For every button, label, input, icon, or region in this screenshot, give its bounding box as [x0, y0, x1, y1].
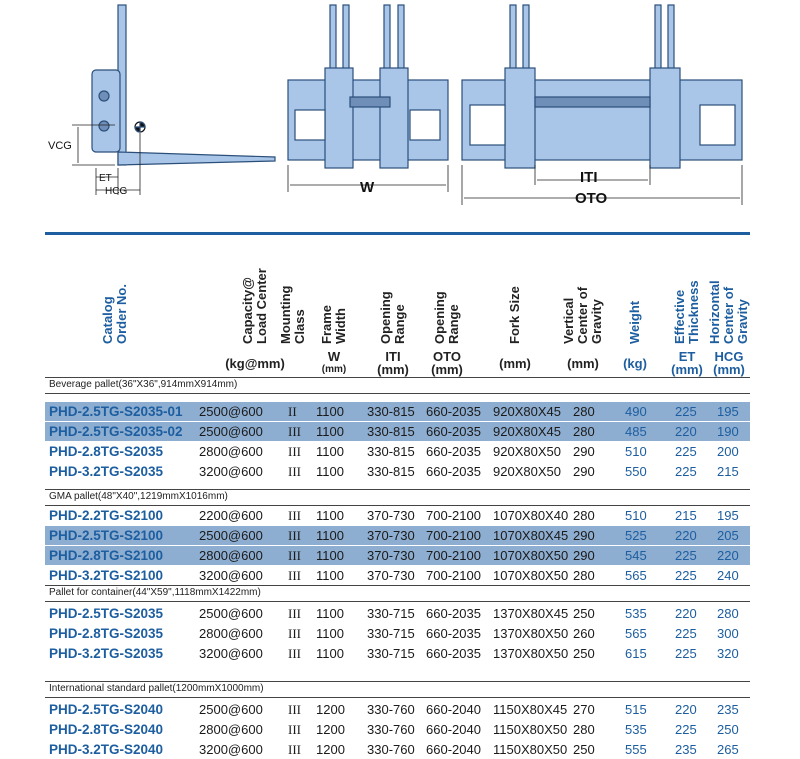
- et-label: ET: [99, 173, 112, 184]
- cell-weight: 545: [625, 548, 647, 563]
- cell-oto: 700-2100: [426, 528, 481, 543]
- cell-model: PHD-2.5TG-S2035-02: [49, 424, 183, 439]
- cell-vcg: 290: [573, 464, 595, 479]
- cell-iti: 370-730: [367, 508, 415, 523]
- cell-model: PHD-2.8TG-S2100: [49, 548, 164, 563]
- unit-opening2-main: OTO: [433, 349, 461, 364]
- header-fork-label: Fork Size: [507, 286, 522, 344]
- header-hcg: [707, 244, 750, 344]
- section-title: GMA pallet(48"X40",1219mmX1016mm): [49, 491, 228, 502]
- header-frame: [319, 244, 348, 344]
- cell-hcg: 235: [717, 702, 739, 717]
- cell-fork: 1150X80X50: [493, 742, 568, 757]
- cell-weight: 550: [625, 464, 647, 479]
- cell-iti: 330-715: [367, 646, 415, 661]
- cell-iti: 330-815: [367, 424, 415, 439]
- cell-vcg: 260: [573, 626, 595, 641]
- header-fork: [507, 244, 522, 344]
- cell-iti: 330-815: [367, 404, 415, 419]
- cell-model: PHD-2.8TG-S2040: [49, 722, 164, 737]
- cell-class: III: [288, 568, 301, 583]
- section-rule: [45, 585, 750, 586]
- section-rule: [45, 681, 750, 682]
- table-row: [45, 526, 750, 545]
- cell-oto: 660-2035: [426, 606, 481, 621]
- cell-fork: 1070X80X45: [493, 528, 569, 543]
- cell-iti: 330-760: [367, 702, 415, 717]
- vcg-label: VCG: [48, 140, 72, 152]
- cell-iti: 330-760: [367, 722, 415, 737]
- cell-model: PHD-2.8TG-S2035: [49, 444, 164, 459]
- table-row: [45, 720, 750, 739]
- cell-frame: 1200: [316, 722, 345, 737]
- cell-hcg: 265: [717, 742, 739, 757]
- cell-capacity: 2800@600: [199, 722, 263, 737]
- cell-iti: 370-730: [367, 568, 415, 583]
- cell-capacity: 2500@600: [199, 404, 263, 419]
- cell-fork: 1070X80X50: [493, 548, 569, 563]
- table-row: [45, 624, 750, 643]
- unit-frame-sub: (mm): [321, 364, 347, 375]
- cell-capacity: 3200@600: [199, 742, 263, 757]
- table-row: [45, 700, 750, 719]
- cell-frame: 1100: [316, 646, 344, 661]
- section-rule: [45, 601, 750, 602]
- cell-vcg: 250: [573, 646, 595, 661]
- cell-frame: 1100: [316, 548, 344, 563]
- cell-iti: 330-760: [367, 742, 415, 757]
- header-opening2: [432, 244, 461, 344]
- unit-vcg-main: (mm): [567, 356, 599, 371]
- cell-class: III: [288, 646, 301, 661]
- header-class-label: Mounting Class: [278, 285, 307, 344]
- cell-capacity: 2500@600: [199, 606, 263, 621]
- cell-weight: 565: [625, 568, 647, 583]
- header-opening: [378, 244, 407, 344]
- table-row: [45, 546, 750, 565]
- attachment-diagram: [0, 0, 800, 230]
- cell-oto: 660-2035: [426, 424, 481, 439]
- cell-oto: 660-2035: [426, 646, 481, 661]
- cell-et: 220: [675, 528, 697, 543]
- header-hcg-label: Horizontal Center of Gravity: [707, 280, 750, 344]
- cell-capacity: 2800@600: [199, 444, 263, 459]
- cell-iti: 330-815: [367, 444, 415, 459]
- cell-model: PHD-3.2TG-S2100: [49, 568, 164, 583]
- front-view-open-drawing: [462, 5, 742, 168]
- cell-et: 220: [675, 424, 697, 439]
- cell-frame: 1200: [316, 702, 345, 717]
- header-vcg-label: Vertical Center of Gravity: [561, 286, 604, 344]
- cell-hcg: 240: [717, 568, 739, 583]
- cell-fork: 920X80X50: [493, 444, 561, 459]
- cell-frame: 1100: [316, 626, 344, 641]
- cell-frame: 1100: [316, 404, 344, 419]
- cell-capacity: 2800@600: [199, 548, 263, 563]
- cell-fork: 1070X80X50: [493, 568, 569, 583]
- unit-et-main: ET: [678, 349, 696, 364]
- cell-weight: 565: [625, 626, 647, 641]
- unit-hcg: [694, 350, 764, 376]
- header-opening-label: Opening Range: [378, 291, 407, 344]
- cell-weight: 510: [625, 444, 647, 459]
- cell-fork: 920X80X45: [493, 424, 561, 439]
- section-title: Pallet for container(44"X59",1118mmX1422mm): [49, 587, 261, 598]
- cell-oto: 660-2035: [426, 464, 481, 479]
- cell-weight: 525: [625, 528, 647, 543]
- cell-oto: 660-2035: [426, 626, 481, 641]
- cell-iti: 370-730: [367, 528, 415, 543]
- cell-class: III: [288, 626, 301, 641]
- cell-capacity: 2500@600: [199, 702, 263, 717]
- cell-weight: 535: [625, 606, 647, 621]
- header-frame-label: Frame Width: [319, 304, 348, 344]
- side-view-drawing: [92, 5, 275, 165]
- unit-hcg-sub: (mm): [713, 362, 745, 377]
- cell-et: 225: [675, 626, 697, 641]
- section-rule: [45, 697, 750, 698]
- cell-iti: 330-815: [367, 464, 415, 479]
- cell-weight: 510: [625, 508, 647, 523]
- cell-capacity: 3200@600: [199, 464, 263, 479]
- front-view-closed-drawing: [288, 5, 448, 168]
- cell-iti: 370-730: [367, 548, 415, 563]
- cell-weight: 615: [625, 646, 647, 661]
- section-rule: [45, 377, 750, 378]
- table-row: [45, 442, 750, 461]
- cell-oto: 660-2040: [426, 722, 481, 737]
- header-vcg: [561, 244, 604, 344]
- cell-et: 215: [675, 508, 697, 523]
- cell-model: PHD-2.5TG-S2040: [49, 702, 164, 717]
- cell-class: III: [288, 548, 301, 563]
- cell-et: 220: [675, 606, 697, 621]
- unit-et-sub: (mm): [671, 362, 703, 377]
- cell-frame: 1100: [316, 568, 344, 583]
- cell-vcg: 280: [573, 568, 595, 583]
- unit-opening2: [412, 350, 482, 376]
- cell-fork: 1370X80X50: [493, 646, 569, 661]
- table-row: [45, 402, 750, 421]
- section-title: International standard pallet(1200mmX1000mm): [49, 683, 264, 694]
- header-capacity-label: Capacity@ Load Center: [240, 268, 269, 344]
- table-row: [45, 462, 750, 481]
- cell-fork: 1070X80X40: [493, 508, 569, 523]
- cell-et: 225: [675, 568, 697, 583]
- cell-iti: 330-715: [367, 626, 415, 641]
- cell-et: 225: [675, 444, 697, 459]
- cell-hcg: 280: [717, 606, 739, 621]
- unit-opening2-sub: (mm): [431, 362, 463, 377]
- unit-weight-main: (kg): [623, 356, 647, 371]
- cell-vcg: 270: [573, 702, 595, 717]
- cell-oto: 660-2040: [426, 702, 481, 717]
- table-top-rule: [45, 232, 750, 235]
- cell-capacity: 2200@600: [199, 508, 263, 523]
- cell-class: III: [288, 508, 301, 523]
- unit-fork: [480, 357, 550, 370]
- cell-class: III: [288, 528, 301, 543]
- cell-model: PHD-3.2TG-S2040: [49, 742, 164, 757]
- cell-fork: 1370X80X45: [493, 606, 569, 621]
- cell-et: 225: [675, 464, 697, 479]
- cell-weight: 490: [625, 404, 647, 419]
- cell-oto: 660-2035: [426, 404, 481, 419]
- header-catalog: [100, 244, 129, 344]
- cell-capacity: 3200@600: [199, 646, 263, 661]
- cell-capacity: 2800@600: [199, 626, 263, 641]
- cell-fork: 1150X80X45: [493, 702, 568, 717]
- cell-capacity: 3200@600: [199, 568, 263, 583]
- hcg-label: HCG: [105, 186, 128, 197]
- cell-model: PHD-2.5TG-S2100: [49, 528, 164, 543]
- cell-weight: 485: [625, 424, 647, 439]
- cell-model: PHD-2.8TG-S2035: [49, 626, 164, 641]
- header-weight-label: Weight: [627, 300, 642, 344]
- unit-capacity-main: (kg@mm): [225, 356, 285, 371]
- table-row: [45, 506, 750, 525]
- cell-hcg: 320: [717, 646, 739, 661]
- cell-oto: 700-2100: [426, 508, 481, 523]
- cell-fork: 920X80X50: [493, 464, 561, 479]
- cell-class: III: [288, 444, 301, 459]
- cell-frame: 1100: [316, 508, 344, 523]
- section-title: Beverage pallet(36"X36",914mmX914mm): [49, 379, 238, 390]
- unit-hcg-main: HCG: [714, 349, 744, 364]
- cell-hcg: 215: [717, 464, 739, 479]
- cell-class: III: [288, 424, 301, 439]
- cell-vcg: 290: [573, 444, 595, 459]
- cell-class: II: [288, 404, 297, 419]
- cell-vcg: 280: [573, 424, 595, 439]
- cell-et: 225: [675, 548, 697, 563]
- cell-class: III: [288, 722, 301, 737]
- cell-capacity: 2500@600: [199, 528, 263, 543]
- header-et: [672, 244, 701, 344]
- cell-hcg: 190: [717, 424, 739, 439]
- cell-hcg: 195: [717, 404, 739, 419]
- cell-hcg: 195: [717, 508, 739, 523]
- table-row: [45, 566, 750, 585]
- cell-hcg: 205: [717, 528, 739, 543]
- table-row: [45, 604, 750, 623]
- cell-frame: 1100: [316, 464, 344, 479]
- cell-model: PHD-2.5TG-S2035: [49, 606, 164, 621]
- cell-oto: 660-2040: [426, 742, 481, 757]
- cell-frame: 1100: [316, 424, 344, 439]
- cell-class: III: [288, 464, 301, 479]
- cell-model: PHD-2.5TG-S2035-01: [49, 404, 183, 419]
- cell-class: III: [288, 702, 301, 717]
- unit-capacity: [220, 357, 290, 370]
- iti-label: ITI: [580, 169, 598, 186]
- unit-fork-main: (mm): [499, 356, 531, 371]
- cell-oto: 700-2100: [426, 568, 481, 583]
- cell-et: 235: [675, 742, 697, 757]
- cell-weight: 555: [625, 742, 647, 757]
- table-row: [45, 644, 750, 663]
- cell-hcg: 250: [717, 722, 739, 737]
- cell-model: PHD-2.2TG-S2100: [49, 508, 164, 523]
- cell-frame: 1200: [316, 742, 345, 757]
- cell-vcg: 280: [573, 508, 595, 523]
- header-weight: [627, 244, 642, 344]
- cell-model: PHD-3.2TG-S2035: [49, 464, 164, 479]
- cell-class: III: [288, 742, 301, 757]
- cell-vcg: 280: [573, 404, 595, 419]
- unit-frame-main: W: [327, 349, 341, 364]
- header-class: [278, 244, 307, 344]
- cell-weight: 515: [625, 702, 647, 717]
- table-row: [45, 422, 750, 441]
- cell-model: PHD-3.2TG-S2035: [49, 646, 164, 661]
- cell-iti: 330-715: [367, 606, 415, 621]
- header-opening2-label: Opening Range: [432, 291, 461, 344]
- section-rule: [45, 489, 750, 490]
- cell-vcg: 280: [573, 722, 595, 737]
- w-label: W: [360, 179, 375, 196]
- header-capacity: [240, 244, 269, 344]
- cell-et: 225: [675, 404, 697, 419]
- cell-oto: 700-2100: [426, 548, 481, 563]
- unit-opening-main: ITI: [385, 349, 401, 364]
- cell-frame: 1100: [316, 444, 344, 459]
- cell-class: III: [288, 606, 301, 621]
- cell-et: 225: [675, 722, 697, 737]
- cell-hcg: 200: [717, 444, 739, 459]
- oto-label: OTO: [575, 190, 608, 207]
- cell-hcg: 300: [717, 626, 739, 641]
- cell-weight: 535: [625, 722, 647, 737]
- section-rule: [45, 393, 750, 394]
- header-et-label: Effective Thickness: [672, 280, 701, 344]
- cell-fork: 1370X80X50: [493, 626, 569, 641]
- cell-oto: 660-2035: [426, 444, 481, 459]
- cell-vcg: 290: [573, 528, 595, 543]
- cell-et: 225: [675, 646, 697, 661]
- cell-vcg: 250: [573, 606, 595, 621]
- cell-capacity: 2500@600: [199, 424, 263, 439]
- cell-frame: 1100: [316, 528, 344, 543]
- cell-fork: 920X80X45: [493, 404, 561, 419]
- cell-hcg: 220: [717, 548, 739, 563]
- table-row: [45, 740, 750, 759]
- unit-opening-sub: (mm): [377, 362, 409, 377]
- cell-fork: 1150X80X50: [493, 722, 568, 737]
- header-catalog-label: Catalog Order No.: [100, 284, 129, 344]
- cell-et: 220: [675, 702, 697, 717]
- cell-vcg: 250: [573, 742, 595, 757]
- cell-vcg: 290: [573, 548, 595, 563]
- cell-frame: 1100: [316, 606, 344, 621]
